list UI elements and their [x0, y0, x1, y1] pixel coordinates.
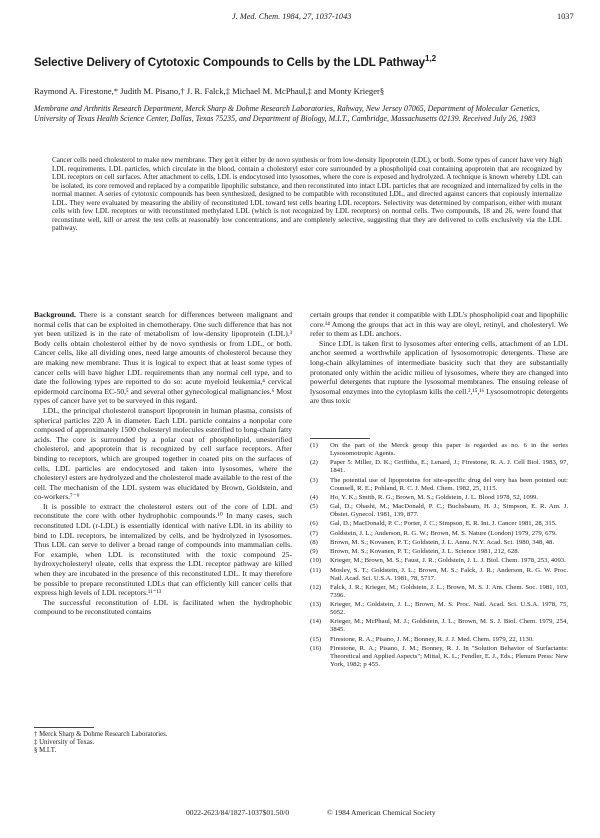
- reference-text: Goldstein, J. L.; Anderson, R. G. W.; Brown, M. S. Nature (London) 1979, 279, 679.: [330, 529, 557, 537]
- reference-number: (9): [310, 548, 318, 556]
- article-title: [34, 56, 574, 69]
- reference-item: [310, 503, 568, 519]
- paragraph: Since LDL is taken first to lysosomes after entering cells, attachment of an LDL anchor seemed a worthwhile application of lysosomotropic detergents. These are long-chain alkylamines of intermediate basicity such that they are substantially protonated only within the acidic milieu of lysosomes, where they are changed into powerful detergents that rupture the lysosomal membranes. The ensuing release of lysosomal enzymes into the cytoplasm kills the cell.²,¹⁵,¹⁶ Lysosomotropic detergents are thus toxic: [310, 338, 568, 406]
- reference-number: (8): [310, 538, 318, 546]
- affiliations: Membrane and Arthritis Research Department, Merck Sharp & Dohme Research Laboratories, Rahway, New Jersey 07065, Department of Molecular Genetics, University of Texas Health Science Center, Dallas, Texas 75235, and Department of Biology, M.I.T., Cambridge, Massachusetts 02139. Received July 26, 1983: [34, 104, 540, 123]
- reference-divider: [310, 438, 370, 439]
- footnote-divider: [34, 727, 94, 728]
- reference-text: Falck, J. R.; Krieger, M.; Goldstein, J. L.; Brown, M. S. J. Am. Chem. Soc. 1981, 103, 7396.: [330, 583, 568, 599]
- running-head: [0, 12, 600, 24]
- reference-item: [310, 530, 568, 538]
- paragraph: The successful reconstitution of LDL is facilitated when the hydrophobic compound to be reconstituted contains: [34, 597, 292, 617]
- footnotes: [34, 731, 292, 755]
- right-column: [310, 310, 568, 406]
- reference-number: (10): [310, 557, 322, 565]
- reference-number: (4): [310, 493, 318, 501]
- reference-text: Krieger, M.; Goldstein, J. L.; Brown, M. S. Proc. Natl. Acad. Sci. U.S.A. 1978, 75, 5052.: [330, 601, 568, 617]
- paragraph: It is possible to extract the cholesterol esters out of the core of LDL and reconstitute the core with other hydrophobic compounds.¹⁰ In many cases, such reconstituted LDL (r-LDL) is essentially identical with native LDL in its ability to bind to LDL receptors, be internalized by cells, and be hydrolyzed in lysosomes. Thus LDL can serve to deliver a broad range of compounds into mammalian cells. For example, when LDL is reconstituted with the toxic compound 25-hydroxycholesteryl oleate, cells that express the LDL receptor pathway are killed when they are incubated in the presence of this reconstituted LDL. It may therefore be possible to prepare reconstituted LDLs that can efficiently kill cancer cells that express high levels of LDL receptors.¹¹⁻¹³: [34, 501, 292, 598]
- reference-item: [310, 584, 568, 600]
- footnote: ‡ University of Texas.: [34, 739, 95, 746]
- paragraph-text: There is a constant search for differences between malignant and normal cells that can be exploited in chemotherapy. One such difference that has not yet been utilized is in the rate of metabolism of low-density lipoprotein (LDL).³ Body cells obtain cholesterol either by de novo synthesis or from LDL, or both. Cancer cells, like all dividing ones, need large amounts of cholesterol because they are making new membrane. Thus it is logical to expect that at least some types of cancer cells will have higher LDL requirements than any normal cell type, and to date the following types are reported to do so: acute myeloid leukemia,⁴ cervical epidermoid carcinoma EC-50,⁵ and several other gynecological malignancies.⁶ Most types of cancer have yet to be surveyed in this regard.: [34, 310, 292, 406]
- reference-text: Brown, M. S.; Kovanen, P. T.; Goldstein, J. L. Annu. N.Y. Acad. Sci. 1980, 348, 48.: [330, 538, 555, 546]
- page-footer: [0, 808, 600, 818]
- page-number: 1037: [557, 12, 574, 21]
- reference-item: [310, 548, 568, 556]
- reference-item: [310, 477, 568, 493]
- footnote: † Merck Sharp & Dohme Research Laboratories.: [34, 731, 168, 738]
- title-text: Selective Delivery of Cytotoxic Compounds to Cells by the LDL Pathway: [34, 56, 426, 69]
- reference-number: (11): [310, 566, 321, 574]
- reference-number: (14): [310, 618, 322, 626]
- reference-item: [310, 520, 568, 528]
- reference-item: [310, 442, 568, 458]
- reference-text: Firestone, R. A.; Pisano, J. M.; Bonney, R. J. J. Med. Chem. 1979, 22, 1130.: [330, 635, 534, 643]
- reference-item: [310, 557, 568, 565]
- reference-item: [310, 645, 568, 669]
- reference-text: Paper 5: Miller, D. K.; Griffiths, E.; Lenard, J.; Firestone, R. A. J. Cell Biol. 1983, 97, 1841.: [330, 459, 568, 475]
- abstract: Cancer cells need cholesterol to make new membrane. They get it either by de novo synthesis or from low-density lipoprotein (LDL), or both. Some types of cancer have very high LDL requirements. LDL particles, which circulate in the blood, contain a cholesteryl ester core surrounded by a phospholipid coat containing apoprotein that are recognized by LDL receptors on cell surfaces. After attachment to cells, LDL is endocytosed into lysosomes, where the core is exposed and hydrolyzed. A technique is known whereby LDL can be isolated, its core removed and replaced by a compatible lipophilic substance, and then reconstituted into intact LDL particles that are recognized and internalized by cells in the normal manner. A series of cytotoxic compounds has been synthesized, designed to be compatible with reconstituted LDL, and directed against cancers that copiously internalize LDL. They were evaluated by measuring the ability of reconstituted LDL toward test cells bearing LDL receptors. Selectivity was determined by comparison, either with mutant cells with few LDL receptors or with reconstituted methylated LDL (which is not recognized by LDL receptors) on normal cells. Two compounds, 18 and 26, were found that reconstitute well, kill or arrest the test cells at reasonably low concentrations, and are completely selective, suggesting that they are delivered to cells exclusively via the LDL pathway.: [52, 156, 562, 233]
- reference-number: (2): [310, 459, 318, 467]
- paragraph: LDL, the principal cholesterol transport lipoprotein in human plasma, consists of spherical particles 220 Å in diameter. Each LDL particle contains a nonpolar core composed of approximately 1500 cholesteryl molecules esterified to long-chain fatty acids. The core is surrounded by a polar coat of phospholipid, unesterified cholesterol, and apoprotein that is recognized by cell surface receptors. After binding to receptors, which are grouped together in coated pits on the surfaces of cells, LDL particles are endocytosed and taken into lysosomes, where the cholesteryl esters are hydrolyzed and the cholesterol made available to the rest of the cell. The mechanism of the LDL system was elucidated by Brown, Goldstein, and co-workers.⁷⁻⁹: [34, 405, 292, 502]
- reference-text: Krieger, M.; Brown, M. S.; Faust, J. R.; Goldstein, J. L. J. Biol. Chem. 1978, 253, 4093.: [330, 557, 566, 565]
- left-column: [34, 310, 292, 617]
- article-code: 0022-2623/84/1827-1037$01.50/0: [186, 808, 290, 817]
- paragraph: certain groups that render it compatible with LDL's phospholipid coat and lipophilic core.¹⁴ Among the groups that act in this way are oleyl, retinyl, and cholesteryl. We refer to them as LDL anchors.: [310, 310, 568, 339]
- reference-number: (7): [310, 529, 318, 537]
- reference-number: (1): [310, 442, 318, 449]
- reference-text: Firestone, R. A.; Pisano, J. M.; Bonney, R. J. In "Solution Behavior of Surfactants: Theoretical and Applied Aspects"; Mittal, K. L.; Fendler, E. J., Eds.; Plenum Press: New York, 1982; p 455.: [330, 644, 568, 668]
- reference-number: (16): [310, 644, 322, 652]
- reference-text: Gal, D.; MacDonald, P. C.; Porter, J. C.; Simpson, E. R. Int. J. Cancer 1981, 28, 315.: [330, 520, 557, 528]
- reference-text: The potential use of lipoproteins for site-specific drug del very has been pointed out: Counsell, R. E.; Pohland, R. C. J. Med. Chem. 1982, 25, 1115.: [330, 476, 568, 492]
- reference-item: [310, 494, 568, 502]
- reference-item: [310, 618, 568, 634]
- journal-citation: J. Med. Chem. 1984, 27, 1037-1043: [232, 12, 352, 21]
- reference-number: (12): [310, 583, 322, 591]
- footnote: § M.I.T.: [34, 747, 57, 754]
- reference-item: [310, 567, 568, 583]
- reference-text: Krieger, M.; McPhaul, M. J.; Goldstein, J. L.; Brown, M. S. J. Biol. Chem. 1979, 254, 3845.: [330, 618, 568, 634]
- reference-number: (13): [310, 601, 322, 609]
- reference-text: Ho, Y. K.; Smith, R. G.; Brown, M. S.; Goldstein, J. L. Blood 1978, 52, 1099.: [330, 493, 539, 501]
- reference-text: Mosley, S. T.; Goldstein, J. L.; Brown, M. S.; Falck, J. R.; Anderson, R. G. W. Proc. Natl. Acad. Sci. U.S.A. 1981, 78, 5717.: [330, 566, 568, 582]
- reference-item: [310, 601, 568, 617]
- copyright-notice: © 1984 American Chemical Society: [327, 808, 436, 817]
- reference-number: (15): [310, 635, 322, 643]
- reference-number: (3): [310, 476, 318, 484]
- reference-number: (5): [310, 503, 318, 511]
- reference-number: (6): [310, 520, 318, 528]
- reference-item: [310, 539, 568, 547]
- reference-item: [310, 459, 568, 475]
- title-footnote-mark: 1,2: [425, 54, 437, 64]
- author-list: Raymond A. Firestone,* Judith M. Pisano,† J. R. Falck,‡ Michael M. McPhaul,‡ and Monty Krieger§: [34, 86, 385, 96]
- reference-item: [310, 636, 568, 644]
- reference-list: [310, 442, 568, 670]
- reference-text: Gal, D.; Ohashi, M.; MacDonald, P. C.; Buchsbaum, H. J.; Simpson, E. R. Am. J. Obstet. Gynecol. 1981, 139, 877.: [330, 503, 568, 519]
- reference-text: Brown, M. S.; Kovanen, P. T.; Goldstein, J. L. Science 1981, 212, 628.: [330, 548, 520, 556]
- background-paragraph: [34, 310, 292, 406]
- reference-text: On the part of the Merck group this paper is regarded as no. 6 in the series Lysosomotropic Agents.: [330, 442, 568, 458]
- section-lead: Background.: [34, 310, 76, 319]
